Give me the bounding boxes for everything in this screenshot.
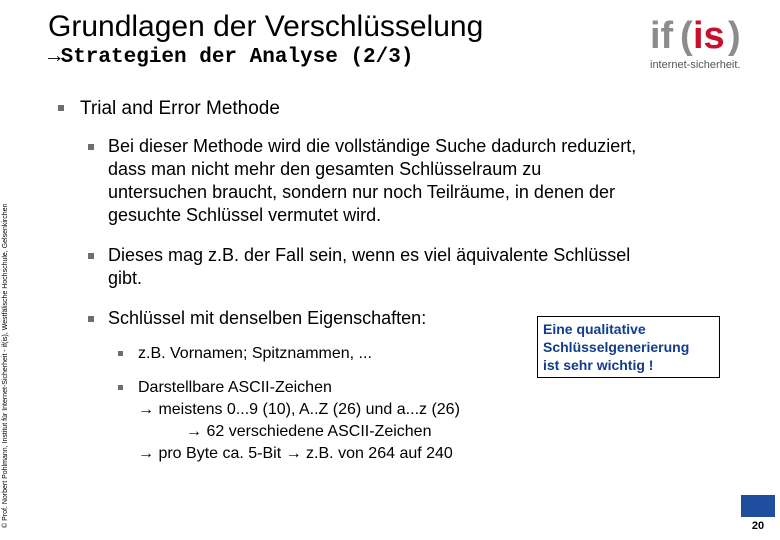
sub-bullet-2: Darstellbare ASCII-Zeichen → meistens 0...9 (10), A..Z (26) und a...z (26) → 62 verschiedene ASCII-Zeichen → pro Byte ca. 5-Bit → z.B. von 264 auf 240 [138,379,460,462]
bullet-3: Schlüssel mit denselben Eigenschaften: [108,308,427,328]
sub-bullet-1: z.B. Vornamen; Spitznammen, ... [138,345,372,362]
logo [650,8,760,72]
page-number: 20 [741,517,775,535]
bullet-icon [88,144,94,150]
bullet-icon [88,253,94,259]
logo-text: internet-sicherheit. [650,59,741,71]
slide-title: Grundlagen der Verschlüsselung [48,10,484,43]
content-heading: Trial and Error Methode [80,98,280,119]
bullet-icon [88,316,94,322]
bullet-icon [118,385,123,390]
logo-mark-if: if [650,15,674,57]
logo-mark-is: is [693,15,725,57]
logo-mark-paren-open: ( [680,15,693,57]
logo-mark-paren-close: ) [728,15,741,57]
bullet-2: Dieses mag z.B. der Fall sein, wenn es viel äquivalente Schlüssel gibt. [108,245,631,288]
note-box: Eine qualitative Schlüsselgenerierung ist sehr wichtig ! [537,316,720,378]
bullet-icon [58,105,64,111]
bullet-1: Bei dieser Methode wird die vollständige Suche dadurch reduziert, dass man nicht mehr den gesamten Schlüsselraum zu untersuchen braucht, sondern nur noch Teilräume, in denen der gesuchte Schlüssel vermutet wird. [108,136,637,225]
bullet-icon [118,351,123,356]
slide-subtitle: →Strategien der Analyse (2/3) [48,46,414,69]
side-copyright: © Prof. Norbert Pohlmann, Institut für Internet-Sicherheit - if(is), Westfälische Hochschule, Gelsenkirchen [2,203,9,528]
